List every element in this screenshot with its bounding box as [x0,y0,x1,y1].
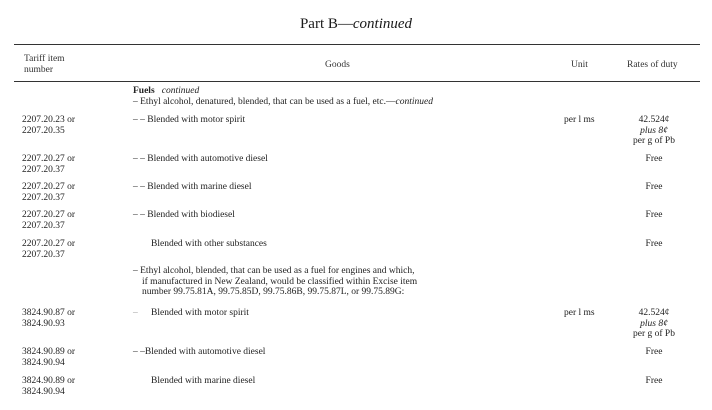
section-subheading-text: – Ethyl alcohol, denatured, blended, that can be used as a fuel, etc.— [133,97,396,107]
section-subheading-cont: continued [395,97,433,107]
goods-cell: – – Blended with automotive diesel [133,154,268,164]
rate-line: Free [645,239,663,249]
rate-line: Free [645,347,663,357]
goods-cell: – – Blended with motor spirit [133,115,246,125]
header-tariff: Tariff item number [24,54,65,75]
rate-cell [612,210,696,221]
tariff-cell [22,182,75,203]
tariff-line: 3824.90.94 [22,357,65,368]
tariff-line: 3824.90.89 or [22,376,76,386]
header-rule-bottom [14,81,700,82]
goods-cell: – –Blended with automotive diesel [133,347,266,357]
tariff-line: 2207.20.37 [22,220,65,231]
tariff-line: 2207.20.27 or [22,182,76,192]
tariff-cell [22,239,75,260]
tariff-line: 2207.20.37 [22,249,65,260]
tariff-line: 3824.90.94 [22,386,65,397]
tariff-cell [22,115,75,136]
tariff-line: 3824.90.87 or [22,308,76,318]
goods-cell: Blended with motor spirit [151,308,249,318]
goods-cell: – – Blended with marine diesel [133,182,252,192]
rate-line: per g of Pb [633,329,675,339]
title-main: Part B— [299,16,353,32]
tariff-cell [22,210,75,231]
rate-cell [612,182,696,193]
header-rates: Rates of duty [627,60,678,70]
goods-cell: Blended with other substances [151,239,267,249]
tariff-line: 2207.20.35 [22,125,65,136]
tariff-line: 2207.20.37 [22,164,65,175]
rate-cell [612,376,696,387]
rate-line: plus 8¢ [640,318,668,329]
rate-cell [612,115,696,147]
rate-line: Free [645,154,663,164]
section2-description [133,266,417,298]
rate-cell [612,239,696,250]
goods-dash: – [133,308,138,318]
section-subheading [133,97,433,108]
rate-line: plus 8¢ [640,125,668,136]
tariff-line: 2207.20.27 or [22,210,76,220]
tariff-line: 2207.20.27 or [22,154,76,164]
tariff-line: 2207.20.27 or [22,239,76,249]
goods-cell: Blended with marine diesel [151,376,256,386]
rate-cell [612,154,696,165]
tariff-line: 2207.20.23 or [22,115,76,125]
rate-line: Free [645,210,663,220]
section2-line: if manufactured in New Zealand, would be classified within Excise item [142,276,418,287]
rate-line: 42.524¢ [638,115,670,125]
rate-cell [612,308,696,340]
tariff-cell [22,308,75,329]
rate-line: per g of Pb [633,136,675,146]
tariff-line: 2207.20.37 [22,192,65,203]
title-italic: continued [352,16,413,32]
rate-line: Free [645,182,663,192]
unit-cell: per l ms [564,115,595,125]
unit-cell: per l ms [564,308,595,318]
section2-line: – Ethyl alcohol, blended, that can be used as a fuel for engines and which, [133,266,415,276]
section-heading [133,86,199,97]
page-title [0,16,712,33]
goods-cell: – – Blended with biodiesel [133,210,235,220]
tariff-cell [22,347,75,368]
section2-line: number 99.75.81A, 99.75.85D, 99.75.86B, 99.75.87L, or 99.75.89G: [142,287,405,297]
header-rule-top [14,44,700,45]
rate-cell [612,347,696,358]
header-goods: Goods [325,60,350,70]
header-unit: Unit [571,60,588,70]
tariff-line: 3824.90.89 or [22,347,76,357]
tariff-line: 3824.90.93 [22,318,65,329]
rate-line: 42.524¢ [638,308,670,318]
section-heading-text: Fuels [133,86,155,96]
tariff-cell [22,376,75,397]
rate-line: Free [645,376,663,386]
section-heading-cont: continued [161,86,200,96]
tariff-cell [22,154,75,175]
